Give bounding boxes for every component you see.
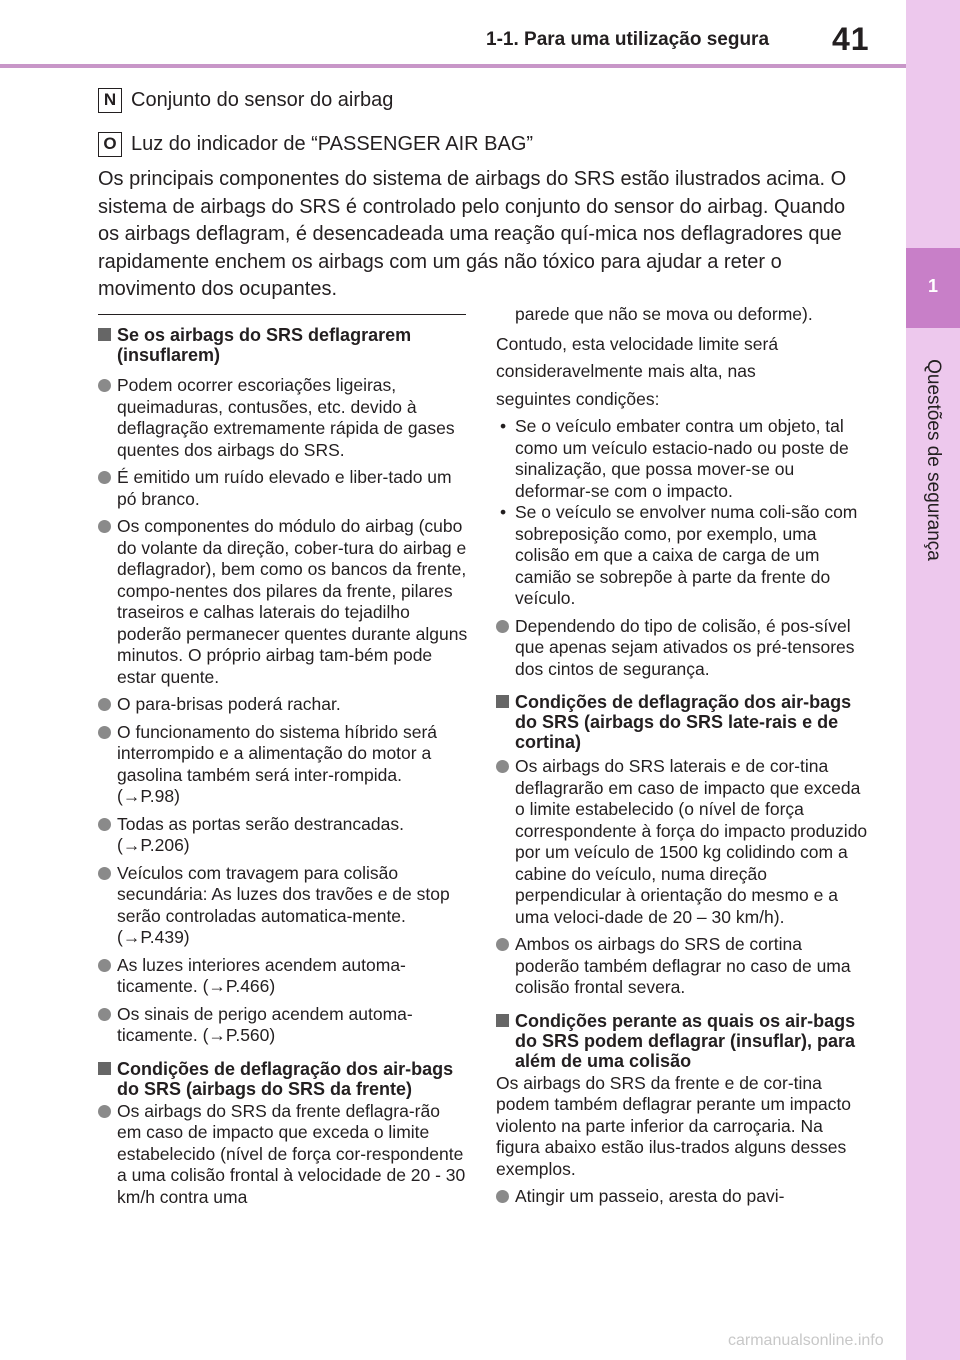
circle-bullet-icon [496,938,509,951]
list-item: Todas as portas serão destrancadas. (→P.206) [98,814,468,857]
section-divider [98,314,466,315]
square-bullet-icon [98,1062,111,1075]
list-item: Ambos os airbags do SRS de cortina poderão também deflagrar no caso de uma colisão frontal severa. [496,934,868,999]
paragraph-line: seguintes condições: [496,388,660,409]
list-item: Os sinais de perigo acendem automa-ticamente. (→P.560) [98,1004,468,1047]
callout-letter-box: O [98,132,122,157]
circle-bullet-icon [98,867,111,880]
section-heading-text: Condições de deflagração dos air-bags do SRS (airbags do SRS da frente) [117,1058,454,1099]
list-item: Veículos com travagem para colisão secundária: As luzes dos travões e de stop serão controladas automatica-mente. (→P.439) [98,863,468,949]
chapter-side-bar [906,0,960,1360]
list-item: Os airbags do SRS da frente deflagra-rão em caso de impacto que exceda o limite estabelecido (nível de força cor-respondente a uma colisão frontal à velocidade de 20 - 30 km/h contra uma [98,1101,468,1209]
list-item: Atingir um passeio, aresta do pavi- [496,1186,868,1208]
section-title: 1-1. Para uma utilização segura [486,29,770,50]
section-heading [98,1059,468,1099]
chapter-label: Questões de segurança [923,359,944,561]
callout-letter-box: N [98,88,122,113]
dash-list-item: • Se o veículo se envolver numa coli-são com sobreposição como, por exemplo, uma colisão em que a caixa de carga de um camião se sobrepõe à parte da frente do veículo. [496,502,868,610]
list-item: O funcionamento do sistema híbrido será interrompido e a alimentação do motor a gasolina também será inter-rompida. (→P.98) [98,722,468,808]
circle-bullet-icon [98,379,111,392]
list-item: Os airbags do SRS laterais e de cor-tina deflagrarão em caso de impacto que exceda o limite estabelecido (o nível de força correspondente à força do impacto produzido por um veículo de 1500 kg colidindo com a cabine do veículo, numa direção perpendicular à orientação do mesmo e a uma veloci-dade de 20 – 30 km/h). [496,756,868,928]
list-item: As luzes interiores acendem automa-ticamente. (→P.466) [98,955,468,998]
circle-bullet-icon [98,1008,111,1021]
circle-bullet-icon [98,520,111,533]
callout-o [98,130,533,158]
list-item: Podem ocorrer escoriações ligeiras, queimaduras, contusões, etc. devido à deflagração extremamente rápida de gases quentes dos airbags do SRS. [98,375,468,461]
circle-bullet-icon [98,959,111,972]
circle-bullet-icon [98,698,111,711]
circle-bullet-icon [496,620,509,633]
page-number: 41 [832,21,870,57]
section-heading-text: Condições perante as quais os air-bags do SRS podem deflagrar (insuflar), para além de uma colisão [515,1010,856,1071]
circle-bullet-icon [98,471,111,484]
continued-text: parede que não se mova ou deforme). [515,304,813,324]
paragraph-line: consideravelmente mais alta, nas [496,361,756,381]
circle-bullet-icon [98,726,111,739]
square-bullet-icon [496,695,509,708]
right-column [496,304,868,1214]
section-heading-text: Condições de deflagração dos air-bags do SRS (airbags do SRS late-rais e de cortina) [515,692,852,752]
section-heading [496,692,868,752]
circle-bullet-icon [496,760,509,773]
square-bullet-icon [496,1014,509,1027]
circle-bullet-icon [98,1105,111,1118]
watermark: carmanualsonline.info [728,1332,884,1349]
dash-marker: • [500,502,507,522]
list-item: O para-brisas poderá rachar. [98,694,468,716]
callout-text: Luz do indicador de “PASSENGER AIR BAG” [131,132,534,155]
header-rule [0,64,906,68]
paragraph-line: Contudo, esta velocidade limite será [496,333,779,354]
left-column [98,314,468,1214]
circle-bullet-icon [98,818,111,831]
section-heading-text: Se os airbags do SRS deflagrarem (insuflarem) [117,325,412,365]
circle-bullet-icon [496,1190,509,1203]
list-item: Os componentes do módulo do airbag (cubo do volante da direção, cober-tura do airbag e deflagrador), bem como os bancos da frente, compo-nentes dos pilares da frente, pilares traseiros e calhas laterais do tejadilho poderão permanecer quentes durante alguns minutos. O próprio airbag tam-bém pode estar quente. [98,516,468,688]
section-heading [496,1011,868,1071]
list-item: Dependendo do tipo de colisão, é pos-sível que apenas sejam ativados os pré-tensores dos cintos de segurança. [496,616,868,681]
section-paragraph: Os airbags do SRS da frente e de cor-tina podem também deflagrar perante um impacto violento na parte inferior da carroçaria. Na figura abaixo estão ilus-trados alguns desses exemplos. [496,1072,852,1179]
square-bullet-icon [98,328,111,341]
callout-text: Conjunto do sensor do airbag [131,88,394,111]
callout-n [98,86,393,114]
chapter-number: 1 [927,276,938,296]
dash-marker: • [500,416,507,436]
list-item: É emitido um ruído elevado e liber-tado um pó branco. [98,467,468,510]
dash-list-item: • Se o veículo embater contra um objeto, tal como um veículo estacio-nado ou poste de sinalização, que possa mover-se ou deformar-se com o impacto. [496,416,868,502]
section-heading [98,325,468,365]
intro-paragraph: Os principais componentes do sistema de airbags do SRS estão ilustrados acima. O sistema de airbags do SRS é controlado pelo conjunto do sensor do airbag. Quando os airbags deflagram, é desencadeada uma reação quí-mica nos deflagradores que rapidamente enchem os airbags com um gás não tóxico para ajudar a reter o movimento dos ocupantes. [98,168,847,300]
